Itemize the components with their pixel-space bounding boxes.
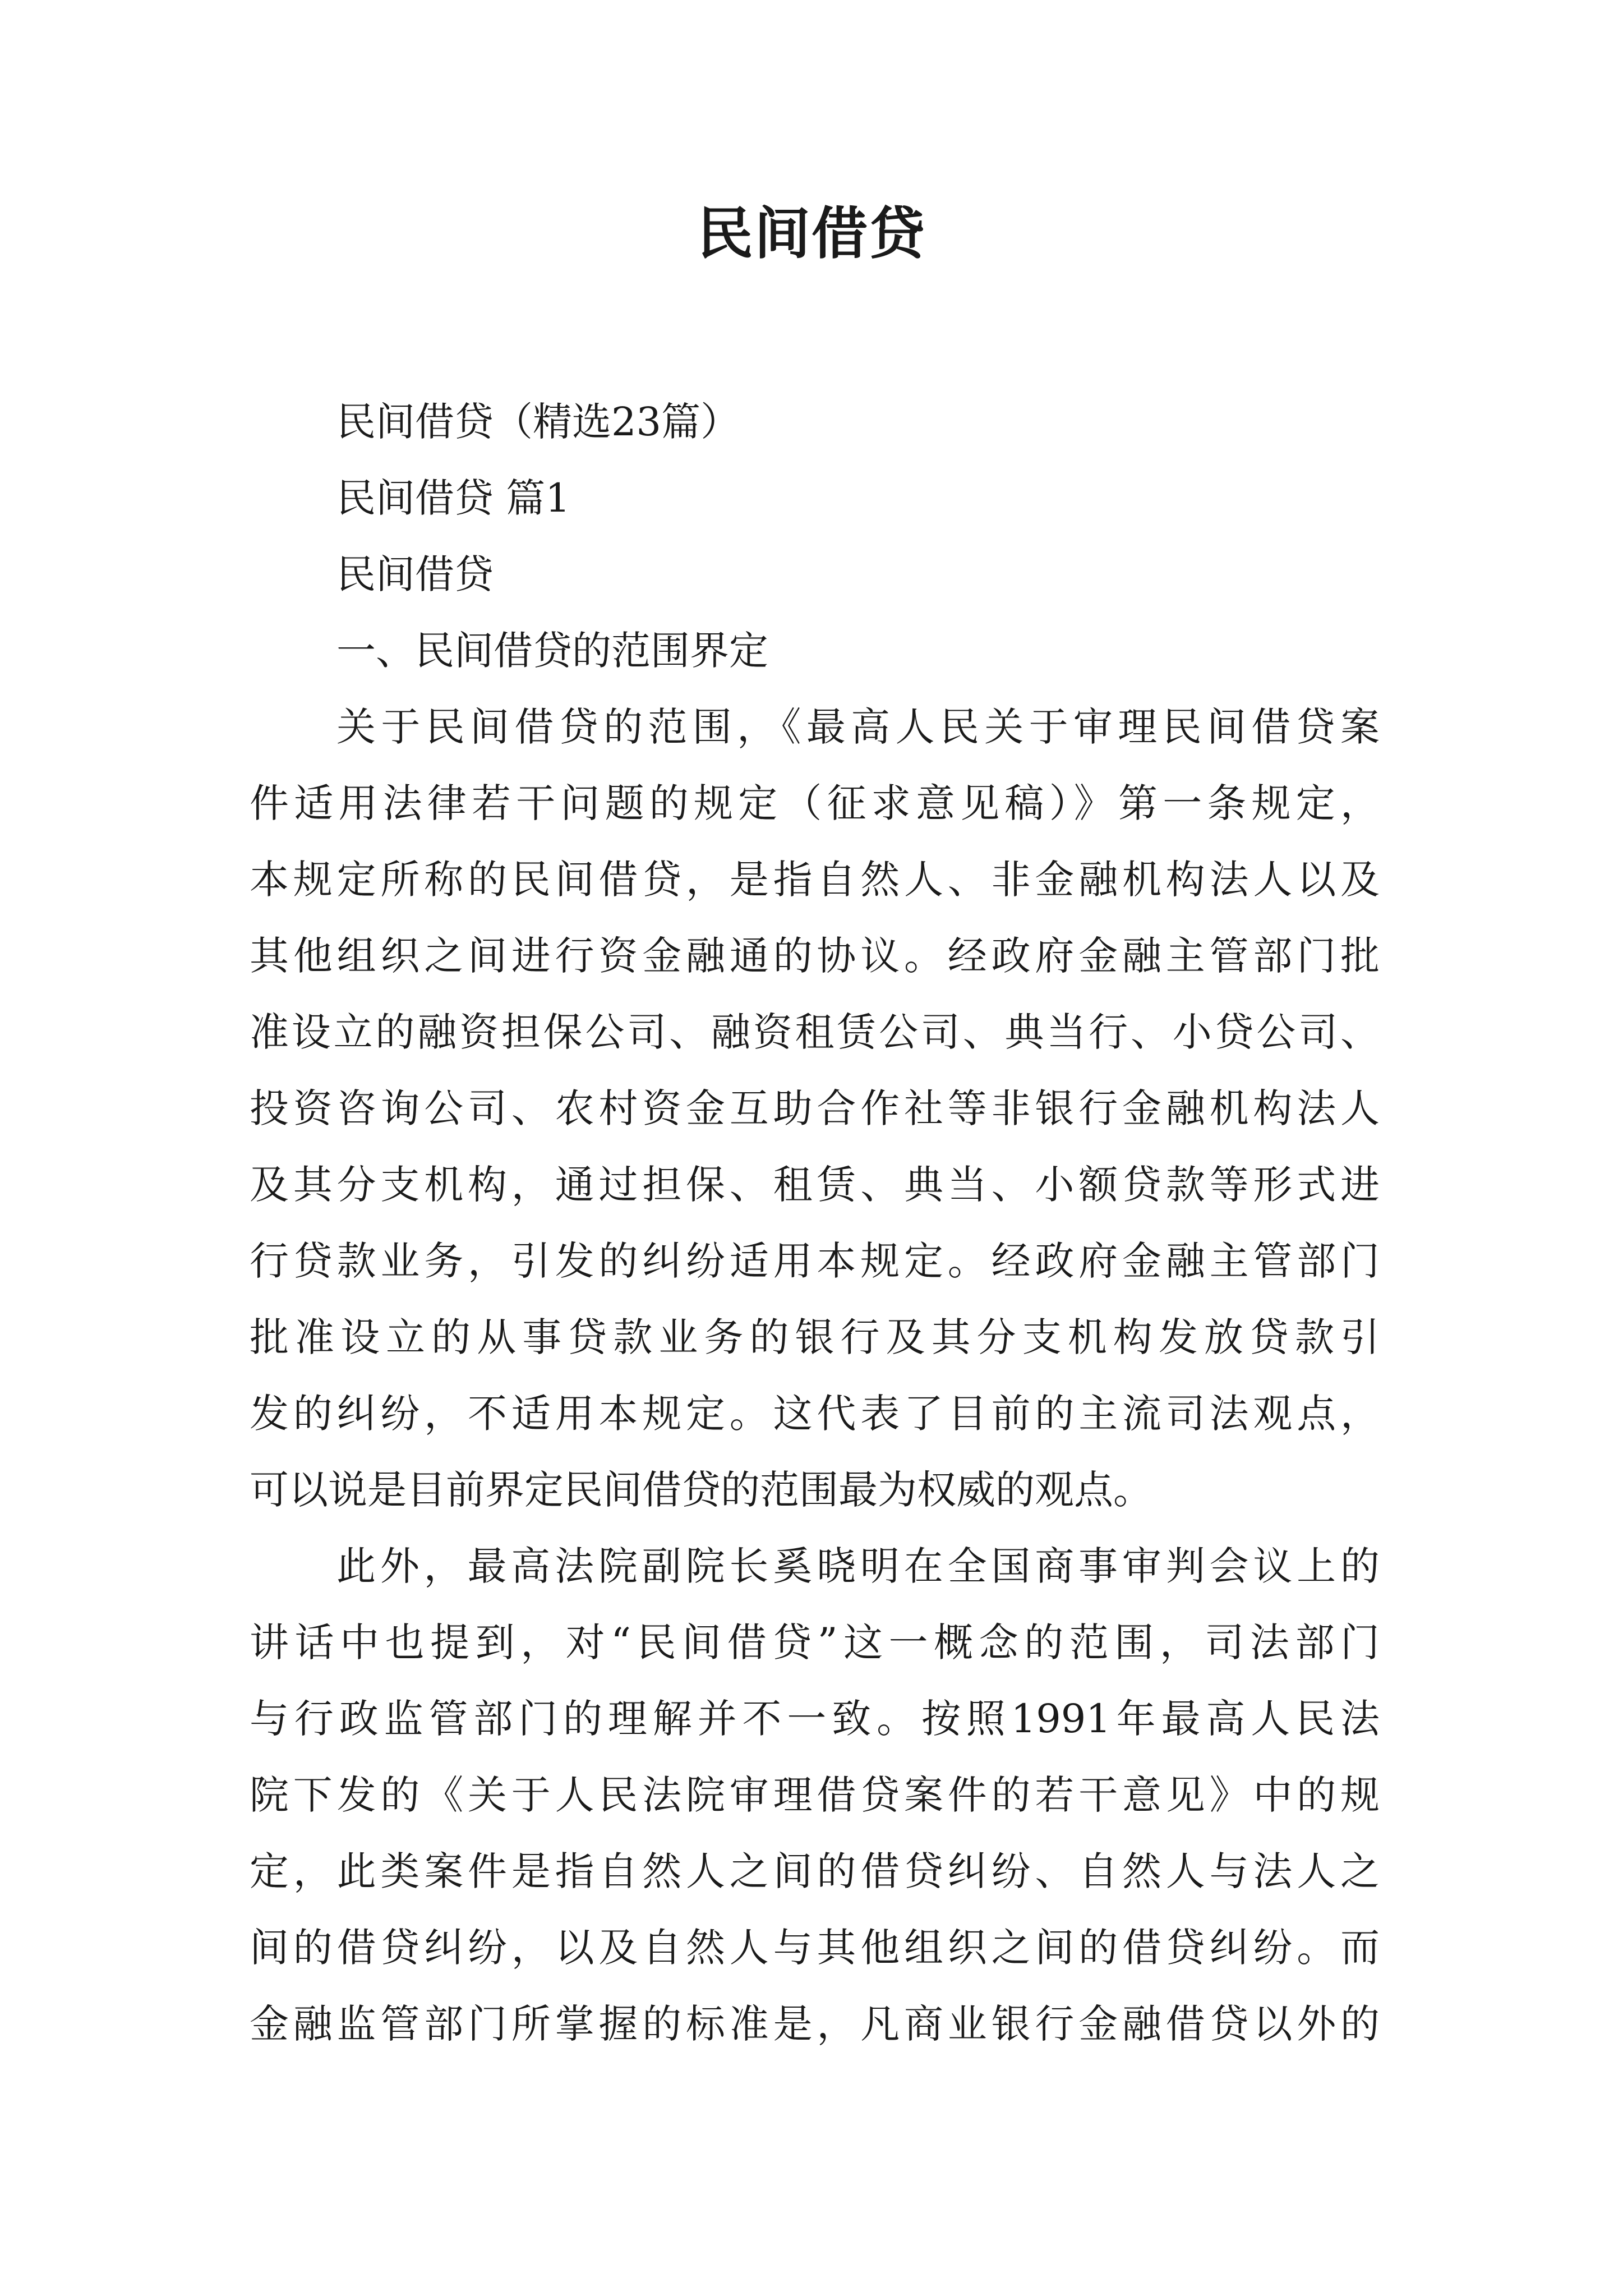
body-text-line: 其他组织之间进行资金融通的协议。经政府金融主管部门批 bbox=[250, 933, 1380, 979]
body-text-line: 讲话中也提到，对“民间借贷”这一概念的范围，司法部门 bbox=[250, 1619, 1380, 1665]
body-text-line: 件适用法律若干问题的规定（征求意见稿）》第一条规定， bbox=[250, 780, 1380, 826]
body-text-line: 民间借贷 bbox=[336, 551, 494, 597]
body-text-line: 与行政监管部门的理解并不一致。按照1991年最高人民法 bbox=[250, 1696, 1380, 1742]
body-text-line: 一、民间借贷的范围界定 bbox=[336, 628, 768, 674]
body-text-line: 民间借贷 篇1 bbox=[336, 475, 570, 521]
body-text-line: 发的纠纷，不适用本规定。这代表了目前的主流司法观点， bbox=[250, 1391, 1380, 1437]
body-text-line: 院下发的《关于人民法院审理借贷案件的若干意见》中的规 bbox=[250, 1772, 1380, 1818]
body-text-line: 可以说是目前界定民间借贷的范围最为权威的观点。 bbox=[250, 1467, 1152, 1513]
body-text-line: 批准设立的从事贷款业务的银行及其分支机构发放贷款引 bbox=[250, 1314, 1380, 1360]
body-text-line: 准设立的融资担保公司、融资租赁公司、典当行、小贷公司、 bbox=[250, 1009, 1380, 1055]
body-text-line: 间的借贷纠纷，以及自然人与其他组织之间的借贷纠纷。而 bbox=[250, 1925, 1380, 1971]
body-text-line: 关于民间借贷的范围，《最高人民关于审理民间借贷案 bbox=[336, 704, 1380, 750]
body-text-line: 此外，最高法院副院长奚晓明在全国商事审判会议上的 bbox=[336, 1543, 1380, 1589]
body-text-line: 民间借贷（精选23篇） bbox=[336, 399, 740, 445]
body-text-line: 投资咨询公司、农村资金互助合作社等非银行金融机构法人 bbox=[250, 1085, 1380, 1131]
document-body bbox=[250, 384, 1380, 2062]
body-text-line: 金融监管部门所掌握的标准是，凡商业银行金融借贷以外的 bbox=[250, 2001, 1380, 2047]
body-text-line: 行贷款业务，引发的纠纷适用本规定。经政府金融主管部门 bbox=[250, 1238, 1380, 1284]
body-text-line: 本规定所称的民间借贷，是指自然人、非金融机构法人以及 bbox=[250, 857, 1380, 903]
body-text-line: 及其分支机构，通过担保、租赁、典当、小额贷款等形式进 bbox=[250, 1162, 1380, 1208]
body-text-line: 定，此类案件是指自然人之间的借贷纠纷、自然人与法人之 bbox=[250, 1848, 1380, 1894]
document-title: 民间借贷 bbox=[697, 201, 926, 266]
